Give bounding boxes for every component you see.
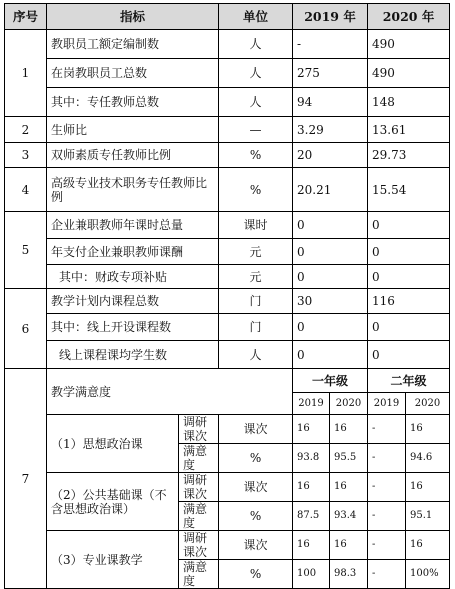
seq-cell: 3 <box>5 143 47 168</box>
value-cell: 16 <box>293 531 330 560</box>
indicator-cell: 线上课程课均学生数 <box>47 341 219 369</box>
unit-cell: % <box>219 444 293 473</box>
table-row <box>5 59 450 88</box>
table-row <box>5 212 450 239</box>
value-cell: 87.5 <box>293 502 330 531</box>
value-2020-cell: 490 <box>368 30 450 59</box>
value-cell: 16 <box>293 473 330 502</box>
indicator-cell: 高级专业技术职务专任教师比例 <box>47 168 219 212</box>
metric-label-cell: 满意度 <box>179 502 219 531</box>
seq-cell: 7 <box>5 369 47 589</box>
value-cell: - <box>368 531 406 560</box>
value-cell: 16 <box>330 415 368 444</box>
document-page <box>4 3 450 589</box>
value-2020-cell: 15.54 <box>368 168 450 212</box>
value-cell: 16 <box>406 473 450 502</box>
table-row <box>5 314 450 341</box>
value-cell: 100 <box>293 560 330 589</box>
grade-1-header: 一年级 <box>293 369 368 393</box>
value-cell: - <box>368 415 406 444</box>
grade-2-header: 二年级 <box>368 369 450 393</box>
value-cell: - <box>368 473 406 502</box>
unit-cell: 门 <box>219 314 293 341</box>
table-row <box>5 265 450 289</box>
value-cell: - <box>368 560 406 589</box>
value-cell: 95.5 <box>330 444 368 473</box>
value-cell: 100% <box>406 560 450 589</box>
seq-cell: 5 <box>5 212 47 289</box>
value-2019-cell: - <box>293 30 368 59</box>
value-2020-cell: 490 <box>368 59 450 88</box>
indicator-cell: 其中：线上开设课程数 <box>47 314 219 341</box>
unit-cell: — <box>219 117 293 143</box>
table-row <box>5 369 450 393</box>
table-row <box>5 117 450 143</box>
value-2019-cell: 94 <box>293 88 368 117</box>
header-unit: 单位 <box>219 4 293 30</box>
value-2019-cell: 0 <box>293 265 368 289</box>
seq-cell: 4 <box>5 168 47 212</box>
table-row <box>5 143 450 168</box>
indicator-cell: 其中：财政专项补贴 <box>47 265 219 289</box>
indicator-cell: 年支付企业兼职教师课酬 <box>47 239 219 265</box>
value-cell: 98.3 <box>330 560 368 589</box>
value-2020-cell: 0 <box>368 314 450 341</box>
value-2019-cell: 3.29 <box>293 117 368 143</box>
indicator-cell: 在岗教职员工总数 <box>47 59 219 88</box>
value-2020-cell: 0 <box>368 341 450 369</box>
header-2020: 2020 年 <box>368 4 450 30</box>
header-row <box>5 4 450 30</box>
indicator-cell: 企业兼职教师年课时总量 <box>47 212 219 239</box>
value-2020-cell: 0 <box>368 265 450 289</box>
value-cell: - <box>368 444 406 473</box>
unit-cell: 元 <box>219 239 293 265</box>
value-2019-cell: 20 <box>293 143 368 168</box>
table-row <box>5 30 450 59</box>
unit-cell: 人 <box>219 88 293 117</box>
value-2020-cell: 116 <box>368 289 450 314</box>
value-cell: - <box>368 502 406 531</box>
table-row <box>5 531 450 560</box>
unit-cell: 人 <box>219 59 293 88</box>
course-name-cell: （2）公共基础课（不含思想政治课） <box>47 473 179 531</box>
value-2019-cell: 0 <box>293 314 368 341</box>
grade-1-year-2020: 2020 <box>330 393 368 415</box>
satisfaction-title: 教学满意度 <box>47 369 293 415</box>
unit-cell: 课时 <box>219 212 293 239</box>
indicator-cell: 双师素质专任教师比例 <box>47 143 219 168</box>
table-row <box>5 168 450 212</box>
value-2019-cell: 20.21 <box>293 168 368 212</box>
metric-label-cell: 调研课次 <box>179 473 219 502</box>
value-2020-cell: 0 <box>368 239 450 265</box>
header-2019: 2019 年 <box>293 4 368 30</box>
indicator-cell: 生师比 <box>47 117 219 143</box>
value-cell: 16 <box>406 415 450 444</box>
value-cell: 94.6 <box>406 444 450 473</box>
value-2020-cell: 0 <box>368 212 450 239</box>
value-2019-cell: 0 <box>293 341 368 369</box>
header-indicator: 指标 <box>47 4 219 30</box>
seq-cell: 6 <box>5 289 47 369</box>
value-cell: 93.8 <box>293 444 330 473</box>
indicator-table <box>4 3 450 589</box>
metric-label-cell: 调研课次 <box>179 415 219 444</box>
value-2019-cell: 0 <box>293 239 368 265</box>
course-name-cell: （3）专业课教学 <box>47 531 179 589</box>
unit-cell: % <box>219 143 293 168</box>
value-2019-cell: 0 <box>293 212 368 239</box>
value-2019-cell: 30 <box>293 289 368 314</box>
table-row <box>5 341 450 369</box>
seq-cell: 1 <box>5 30 47 117</box>
header-seq: 序号 <box>5 4 47 30</box>
table-row <box>5 473 450 502</box>
unit-cell: 人 <box>219 30 293 59</box>
value-cell: 16 <box>330 473 368 502</box>
value-cell: 16 <box>330 531 368 560</box>
seq-cell: 2 <box>5 117 47 143</box>
indicator-cell: 其中：专任教师总数 <box>47 88 219 117</box>
value-cell: 16 <box>406 531 450 560</box>
grade-2-year-2019: 2019 <box>368 393 406 415</box>
indicator-cell: 教职员工额定编制数 <box>47 30 219 59</box>
unit-cell: 人 <box>219 341 293 369</box>
table-row <box>5 415 450 444</box>
value-cell: 93.4 <box>330 502 368 531</box>
value-2019-cell: 275 <box>293 59 368 88</box>
course-name-cell: （1）思想政治课 <box>47 415 179 473</box>
grade-1-year-2019: 2019 <box>293 393 330 415</box>
value-cell: 16 <box>293 415 330 444</box>
unit-cell: 元 <box>219 265 293 289</box>
value-2020-cell: 29.73 <box>368 143 450 168</box>
value-2020-cell: 148 <box>368 88 450 117</box>
unit-cell: 课次 <box>219 415 293 444</box>
unit-cell: % <box>219 502 293 531</box>
table-row <box>5 88 450 117</box>
table-row <box>5 289 450 314</box>
unit-cell: 课次 <box>219 473 293 502</box>
indicator-cell: 教学计划内课程总数 <box>47 289 219 314</box>
value-cell: 95.1 <box>406 502 450 531</box>
unit-cell: % <box>219 168 293 212</box>
grade-2-year-2020: 2020 <box>406 393 450 415</box>
metric-label-cell: 满意度 <box>179 444 219 473</box>
metric-label-cell: 调研课次 <box>179 531 219 560</box>
unit-cell: % <box>219 560 293 589</box>
unit-cell: 门 <box>219 289 293 314</box>
metric-label-cell: 满意度 <box>179 560 219 589</box>
value-2020-cell: 13.61 <box>368 117 450 143</box>
unit-cell: 课次 <box>219 531 293 560</box>
table-row <box>5 239 450 265</box>
